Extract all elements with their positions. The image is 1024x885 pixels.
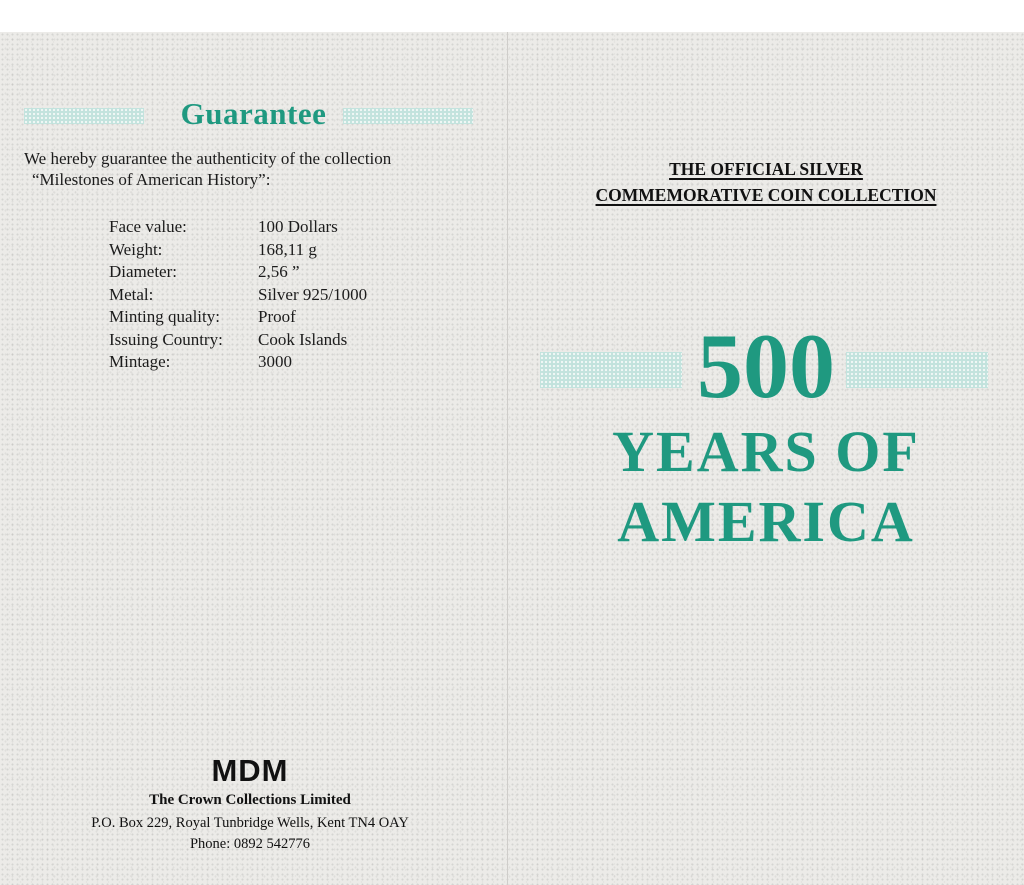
spec-label: Mintage:: [109, 352, 171, 371]
spec-row: [109, 329, 367, 352]
guarantee-panel: [0, 32, 507, 885]
official-heading-line-1: THE OFFICIAL SILVER: [669, 159, 863, 179]
spec-row: [109, 261, 367, 284]
spec-row: [109, 306, 367, 329]
spec-label: Face value:: [109, 217, 187, 236]
spec-value: 2,56 ”: [258, 262, 300, 281]
spec-row: [109, 284, 367, 307]
spec-row: [109, 239, 367, 262]
specifications-table: [109, 216, 367, 374]
company-name: The Crown Collections Limited: [149, 792, 351, 808]
spec-value: Proof: [258, 307, 296, 326]
company-phone: Phone: 0892 542776: [189, 836, 311, 852]
intro-line-1: We hereby guarantee the authenticity of the collection: [24, 149, 392, 168]
spec-label: Issuing Country:: [109, 329, 223, 349]
spec-value: 168,11 g: [258, 239, 317, 259]
spec-label: Minting quality:: [109, 307, 220, 326]
guarantee-intro: [24, 148, 494, 190]
spec-value: Cook Islands: [258, 329, 348, 349]
anniversary-number: 500: [697, 315, 835, 417]
spec-label: Weight:: [109, 239, 163, 259]
spec-row: [109, 216, 367, 239]
title-line-1: YEARS OF: [612, 419, 920, 484]
title-line-2: AMERICA: [617, 489, 915, 554]
spec-label: Diameter:: [109, 262, 177, 281]
official-heading-line-2: COMMEMORATIVE COIN COLLECTION: [595, 185, 937, 205]
cover-panel: [508, 32, 1024, 885]
spec-row: [109, 351, 367, 374]
guarantee-title: Guarantee: [180, 96, 327, 131]
spec-value: 100 Dollars: [258, 217, 338, 236]
spec-value: 3000: [258, 352, 292, 371]
official-heading: [508, 156, 1024, 208]
mdm-logo: MDM: [211, 753, 289, 788]
intro-line-2: “Milestones of American History”:: [32, 170, 271, 189]
company-address: P.O. Box 229, Royal Tunbridge Wells, Kent TN4 OAY: [91, 815, 409, 831]
spec-value: Silver 925/1000: [258, 284, 368, 304]
spec-label: Metal:: [109, 284, 154, 304]
